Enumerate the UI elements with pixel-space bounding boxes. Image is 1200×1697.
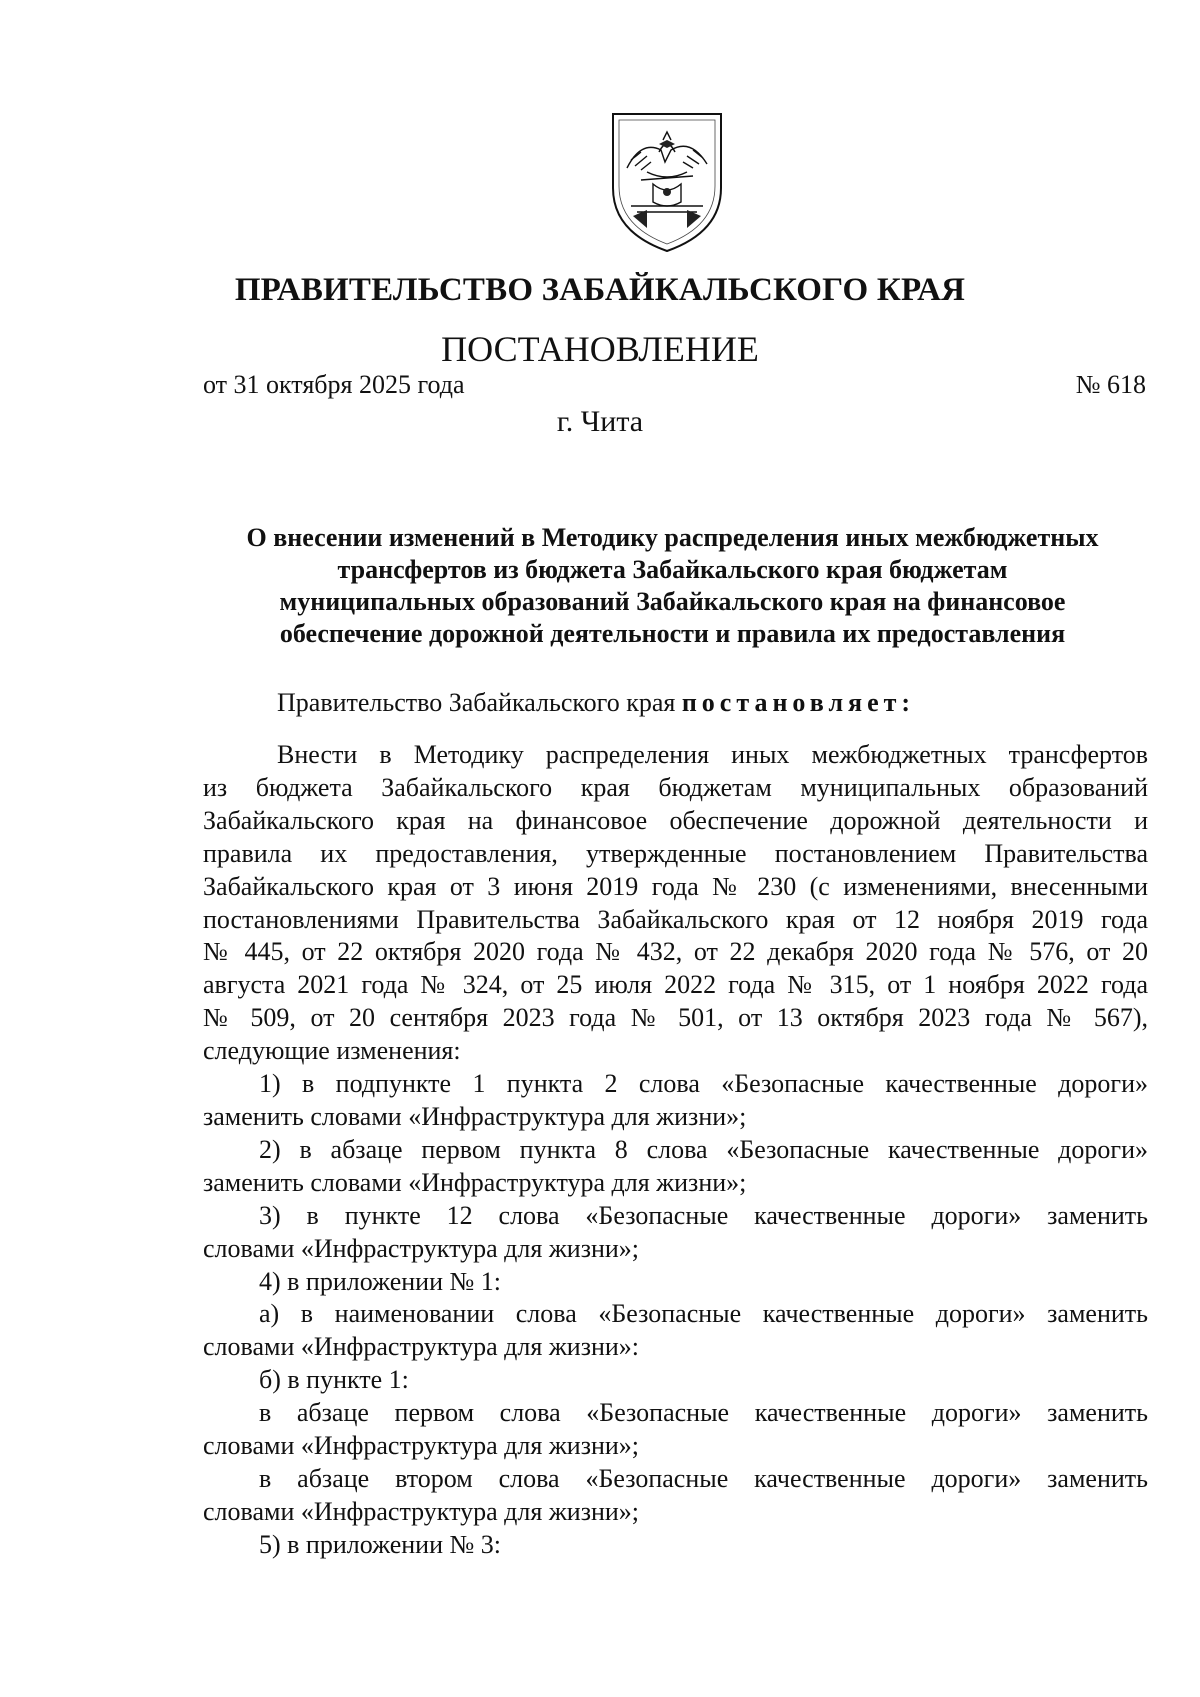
title-line: трансфертов из бюджета Забайкальского края бюджетам: [337, 555, 1008, 584]
body-line: Внести в Методику распределения иных межбюджетных трансфертов: [277, 740, 1148, 769]
body-line: 2) в абзаце первом пункта 8 слова «Безопасные качественные дороги»: [259, 1134, 1148, 1164]
body-line: а) в наименовании слова «Безопасные качественные дороги» заменить: [259, 1299, 1148, 1329]
title-line: обеспечение дорожной деятельности и правила их предоставления: [279, 619, 1066, 648]
list-item: [203, 1068, 1148, 1134]
list-item: [203, 1364, 1148, 1397]
body-line: 1) в подпункте 1 пункта 2 слова «Безопасные качественные дороги»: [259, 1069, 1148, 1099]
body-line: Забайкальского края от 3 июня 2019 года № 230 (с изменениями, внесенными: [203, 871, 1148, 901]
body-line: № 509, от 20 сентября 2023 года № 501, от 13 октября 2023 года № 567),: [203, 1003, 1148, 1033]
body-line: словами «Инфраструктура для жизни»:: [203, 1332, 640, 1362]
body-line: 4) в приложении № 1:: [259, 1266, 502, 1296]
decree-prefix: Правительство Забайкальского края: [277, 688, 682, 717]
body-line: правила их предоставления, утвержденные постановлением Правительства: [203, 838, 1148, 868]
body-line: заменить словами «Инфраструктура для жизни»;: [203, 1101, 747, 1131]
list-item: [203, 1298, 1148, 1364]
list-item: [203, 1397, 1148, 1463]
list-item: [203, 1266, 1148, 1299]
coat-of-arms-emblem: [607, 110, 727, 255]
title-line: О внесении изменений в Методику распределения иных межбюджетных: [246, 523, 1099, 552]
document-body: [203, 739, 1148, 1562]
body-line: б) в пункте 1:: [259, 1365, 409, 1395]
list-item: [203, 1200, 1148, 1266]
body-line: 5) в приложении № 3:: [259, 1529, 502, 1559]
list-item: [203, 1463, 1148, 1529]
intro-paragraph: [203, 739, 1148, 1068]
decree-verb: постановляет:: [681, 688, 916, 717]
body-line: заменить словами «Инфраструктура для жизни»;: [203, 1167, 747, 1197]
document-kind: ПОСТАНОВЛЕНИЕ: [441, 329, 759, 369]
title-line: муниципальных образований Забайкальского края на финансовое: [279, 587, 1066, 616]
body-line: Забайкальского края на финансовое обеспечение дорожной деятельности и: [203, 805, 1148, 835]
body-line: следующие изменения:: [203, 1036, 461, 1066]
government-name: ПРАВИТЕЛЬСТВО ЗАБАЙКАЛЬСКОГО КРАЯ: [234, 272, 966, 308]
document-number: № 618: [1075, 370, 1146, 399]
body-line: августа 2021 года № 324, от 25 июля 2022 года № 315, от 1 ноября 2022 года: [203, 970, 1148, 1000]
document-title: [200, 522, 1145, 650]
body-line: словами «Инфраструктура для жизни»;: [203, 1431, 640, 1461]
list-item: [203, 1529, 1148, 1562]
body-line: в абзаце первом слова «Безопасные качественные дороги» заменить: [259, 1398, 1148, 1428]
body-line: № 445, от 22 октября 2020 года № 432, от 22 декабря 2020 года № 576, от 20: [203, 937, 1148, 967]
document-city: г. Чита: [556, 405, 644, 438]
decree-statement: [277, 688, 915, 718]
body-line: из бюджета Забайкальского края бюджетам муниципальных образований: [203, 772, 1148, 802]
body-line: в абзаце втором слова «Безопасные качественные дороги» заменить: [259, 1463, 1148, 1493]
body-line: постановлениями Правительства Забайкальского края от 12 ноября 2019 года: [203, 904, 1148, 934]
body-line: 3) в пункте 12 слова «Безопасные качественные дороги» заменить: [259, 1200, 1148, 1230]
body-line: словами «Инфраструктура для жизни»;: [203, 1496, 640, 1526]
list-item: [203, 1134, 1148, 1200]
body-line: словами «Инфраструктура для жизни»;: [203, 1233, 640, 1263]
document-date: от 31 октября 2025 года: [203, 370, 465, 399]
